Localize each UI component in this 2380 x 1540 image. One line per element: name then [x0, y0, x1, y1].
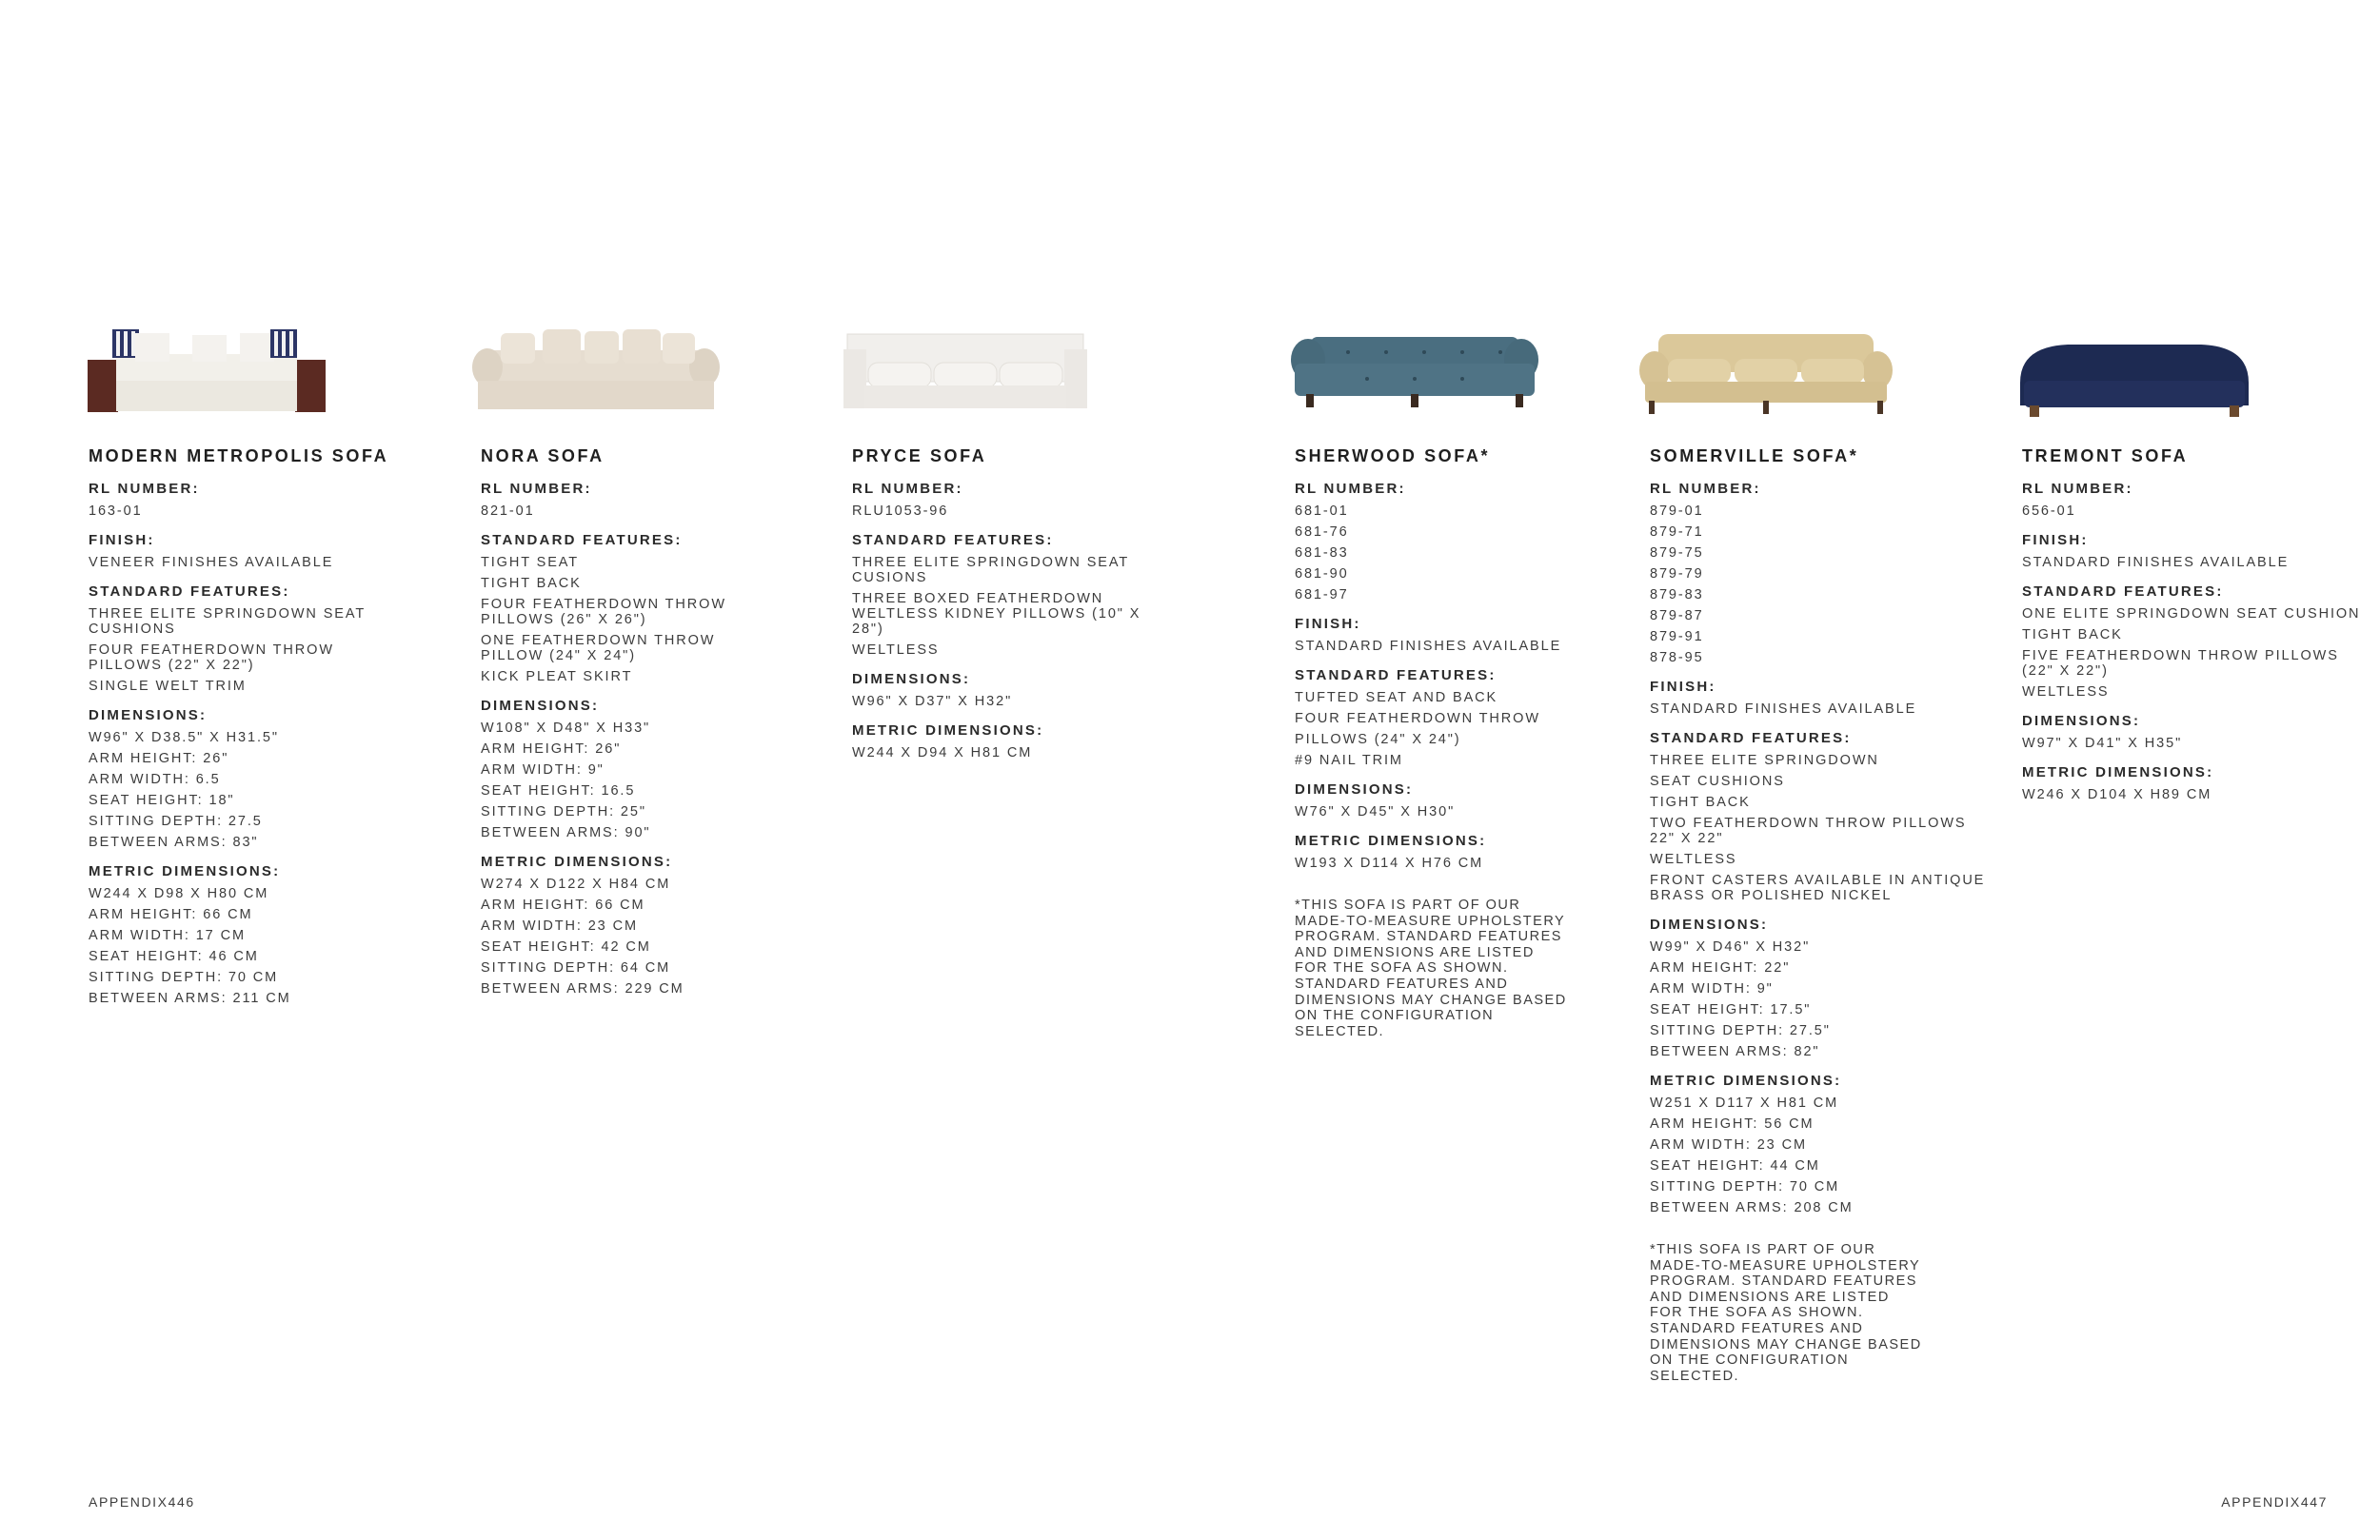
pryce-sofa-image: [843, 326, 1087, 417]
spec-item: VENEER FINISHES AVAILABLE: [89, 555, 334, 570]
spec-section: [2022, 713, 2374, 751]
spec-section: [1295, 833, 1580, 871]
spec-item: #9 NAIL TRIM: [1295, 753, 1403, 768]
spec-item: 821-01: [481, 503, 535, 519]
spec-section: [1295, 616, 1580, 654]
spec-item: BETWEEN ARMS: 83": [89, 835, 259, 850]
spec-label: DIMENSIONS:: [2022, 713, 2141, 729]
spec-item: W274 X D122 X H84 CM: [481, 877, 671, 892]
spec-section: [852, 532, 1157, 658]
spec-item: SITTING DEPTH: 25": [481, 804, 646, 819]
spec-label: STANDARD FEATURES:: [89, 583, 290, 600]
spec-label: METRIC DIMENSIONS:: [852, 722, 1044, 739]
spec-item: SEAT HEIGHT: 18": [89, 793, 235, 808]
spec-item: WELTLESS: [1650, 852, 1737, 867]
spec-item: ARM HEIGHT: 22": [1650, 960, 1791, 976]
spec-label: METRIC DIMENSIONS:: [481, 854, 673, 870]
spec-label: FINISH:: [89, 532, 155, 548]
spec-item: W96" X D37" X H32": [852, 694, 1013, 709]
spec-item: W246 X D104 X H89 CM: [2022, 787, 2212, 802]
spec-item: SITTING DEPTH: 70 CM: [89, 970, 279, 985]
spec-section: [1650, 679, 1993, 717]
spec-item: ARM HEIGHT: 56 CM: [1650, 1116, 1815, 1132]
nora-sofa-image: [472, 322, 720, 417]
product-tremont: [2022, 446, 2374, 816]
spec-item: SEAT HEIGHT: 16.5: [481, 783, 636, 799]
spec-label: STANDARD FEATURES:: [2022, 583, 2224, 600]
spec-section: [852, 481, 1157, 519]
spec-item: BETWEEN ARMS: 229 CM: [481, 981, 684, 997]
spec-item: 163-01: [89, 503, 143, 519]
spec-item: 656-01: [2022, 503, 2076, 519]
spec-item: TIGHT BACK: [1650, 795, 1751, 810]
product-modern-metropolis: [89, 446, 403, 1019]
spec-item: FRONT CASTERS AVAILABLE IN ANTIQUE BRASS OR POLISHED NICKEL: [1650, 873, 1986, 903]
spec-label: METRIC DIMENSIONS:: [89, 863, 281, 879]
spec-section: [481, 532, 747, 684]
spec-label: DIMENSIONS:: [1650, 917, 1769, 933]
spec-item: W97" X D41" X H35": [2022, 736, 2183, 751]
spec-item: WELTLESS: [2022, 684, 2110, 700]
spec-section: [2022, 764, 2374, 802]
product-title: MODERN METROPOLIS SOFA: [89, 446, 389, 465]
spec-item: 879-87: [1650, 608, 1704, 623]
spec-label: RL NUMBER:: [852, 481, 963, 497]
spec-item: FIVE FEATHERDOWN THROW PILLOWS (22" X 22"): [2022, 648, 2339, 679]
spec-item: W76" X D45" X H30": [1295, 804, 1456, 819]
spec-section: [1295, 667, 1580, 768]
spec-section: [2022, 532, 2374, 570]
spec-item: THREE BOXED FEATHERDOWN WELTLESS KIDNEY PILLOWS (10" X 28"): [852, 591, 1141, 637]
spec-section: [481, 481, 747, 519]
spec-item: ARM WIDTH: 9": [481, 762, 605, 778]
spec-item: 681-76: [1295, 524, 1349, 540]
spec-item: BETWEEN ARMS: 82": [1650, 1044, 1820, 1059]
spec-item: SEAT HEIGHT: 44 CM: [1650, 1158, 1820, 1174]
spec-item: W96" X D38.5" X H31.5": [89, 730, 279, 745]
spec-item: ARM WIDTH: 9": [1650, 981, 1774, 997]
spec-item: SITTING DEPTH: 64 CM: [481, 960, 671, 976]
spec-label: RL NUMBER:: [1295, 481, 1406, 497]
spec-item: RLU1053-96: [852, 503, 949, 519]
spec-item: KICK PLEAT SKIRT: [481, 669, 633, 684]
spec-item: 681-97: [1295, 587, 1349, 602]
spec-section: [2022, 481, 2374, 519]
spec-label: DIMENSIONS:: [1295, 781, 1414, 798]
spec-item: STANDARD FINISHES AVAILABLE: [1295, 639, 1562, 654]
spec-item: THREE ELITE SPRINGDOWN SEAT CUSHIONS: [89, 606, 366, 637]
spec-item: TWO FEATHERDOWN THROW PILLOWS 22" X 22": [1650, 816, 1967, 846]
spec-section: [1650, 917, 1993, 1059]
spec-item: TIGHT SEAT: [481, 555, 580, 570]
made-to-measure-note: *THIS SOFA IS PART OF OUR MADE-TO-MEASURE UPHOLSTERY PROGRAM. STANDARD FEATURES AND DIMENSIONS ARE LISTED FOR THE SOFA AS SHOWN. STANDARD FEATURES AND DIMENSIONS MAY CHANGE BASED ON THE CONFIGURATION SELECTED.: [1650, 1242, 1922, 1384]
product-title: SOMERVILLE SOFA*: [1650, 446, 1859, 465]
spec-label: RL NUMBER:: [1650, 481, 1761, 497]
spec-item: 681-83: [1295, 545, 1349, 561]
spec-label: FINISH:: [1295, 616, 1361, 632]
spec-section: [89, 583, 403, 694]
spec-item: ARM HEIGHT: 66 CM: [89, 907, 253, 922]
product-title: TREMONT SOFA: [2022, 446, 2189, 465]
spec-item: TIGHT BACK: [2022, 627, 2123, 642]
spec-item: ARM HEIGHT: 66 CM: [481, 898, 645, 913]
spec-label: RL NUMBER:: [89, 481, 200, 497]
spec-item: ARM WIDTH: 23 CM: [1650, 1137, 1807, 1153]
spec-item: SEAT HEIGHT: 42 CM: [481, 939, 651, 955]
spec-item: BETWEEN ARMS: 208 CM: [1650, 1200, 1854, 1215]
product-pryce: [852, 446, 1157, 774]
sherwood-sofa-image: [1291, 331, 1538, 412]
spec-item: 879-01: [1650, 503, 1704, 519]
spec-item: SITTING DEPTH: 70 CM: [1650, 1179, 1840, 1194]
spec-item: STANDARD FINISHES AVAILABLE: [2022, 555, 2290, 570]
spec-item: ARM WIDTH: 17 CM: [89, 928, 246, 943]
spec-section: [852, 722, 1157, 760]
product-title: NORA SOFA: [481, 446, 605, 465]
spec-item: W244 X D98 X H80 CM: [89, 886, 269, 901]
spec-section: [1295, 781, 1580, 819]
spec-item: 879-79: [1650, 566, 1704, 582]
spec-item: 879-83: [1650, 587, 1704, 602]
spec-label: RL NUMBER:: [2022, 481, 2133, 497]
spec-item: FOUR FEATHERDOWN THROW PILLOWS (26" X 26"): [481, 597, 726, 627]
spec-item: PILLOWS (24" X 24"): [1295, 732, 1461, 747]
spec-item: 879-71: [1650, 524, 1704, 540]
spec-label: DIMENSIONS:: [89, 707, 208, 723]
spec-item: 681-01: [1295, 503, 1349, 519]
spec-label: STANDARD FEATURES:: [1295, 667, 1497, 683]
spec-item: SEAT HEIGHT: 17.5": [1650, 1002, 1812, 1017]
spec-label: METRIC DIMENSIONS:: [1650, 1073, 1842, 1089]
spec-item: ARM WIDTH: 6.5: [89, 772, 221, 787]
spec-section: [1295, 481, 1580, 602]
spec-item: W251 X D117 X H81 CM: [1650, 1096, 1839, 1111]
spec-label: STANDARD FEATURES:: [1650, 730, 1852, 746]
somerville-sofa-image: [1639, 328, 1893, 419]
spec-item: STANDARD FINISHES AVAILABLE: [1650, 701, 1917, 717]
spec-item: ARM HEIGHT: 26": [481, 741, 622, 757]
spec-item: W193 X D114 X H76 CM: [1295, 856, 1484, 871]
spec-item: SINGLE WELT TRIM: [89, 679, 247, 694]
product-title: PRYCE SOFA: [852, 446, 987, 465]
spec-item: THREE ELITE SPRINGDOWN: [1650, 753, 1879, 768]
spec-item: FOUR FEATHERDOWN THROW: [1295, 711, 1540, 726]
spec-section: [89, 532, 403, 570]
spec-item: ARM WIDTH: 23 CM: [481, 918, 638, 934]
product-title: SHERWOOD SOFA*: [1295, 446, 1491, 465]
spec-label: METRIC DIMENSIONS:: [2022, 764, 2214, 780]
product-somerville: [1650, 446, 1993, 1384]
spec-item: W99" X D46" X H32": [1650, 939, 1811, 955]
spec-item: W108" X D48" X H33": [481, 721, 651, 736]
spec-item: 878-95: [1650, 650, 1704, 665]
spec-item: SITTING DEPTH: 27.5": [1650, 1023, 1831, 1038]
spec-section: [89, 707, 403, 850]
spec-item: ARM HEIGHT: 26": [89, 751, 229, 766]
spec-label: RL NUMBER:: [481, 481, 592, 497]
spec-label: STANDARD FEATURES:: [852, 532, 1054, 548]
spec-item: TUFTED SEAT AND BACK: [1295, 690, 1498, 705]
product-sherwood: [1295, 446, 1580, 1039]
tremont-sofa-image: [2011, 335, 2258, 421]
spec-item: FOUR FEATHERDOWN THROW PILLOWS (22" X 22"): [89, 642, 334, 673]
spec-item: WELTLESS: [852, 642, 940, 658]
spec-item: SITTING DEPTH: 27.5: [89, 814, 263, 829]
spec-section: [2022, 583, 2374, 700]
spec-section: [1650, 730, 1993, 903]
spec-label: METRIC DIMENSIONS:: [1295, 833, 1487, 849]
spec-label: DIMENSIONS:: [852, 671, 971, 687]
spec-label: STANDARD FEATURES:: [481, 532, 683, 548]
spec-section: [1650, 1073, 1993, 1215]
spec-item: SEAT HEIGHT: 46 CM: [89, 949, 259, 964]
spec-item: ONE ELITE SPRINGDOWN SEAT CUSHION: [2022, 606, 2361, 622]
spec-item: SEAT CUSHIONS: [1650, 774, 1785, 789]
spec-item: TIGHT BACK: [481, 576, 582, 591]
spec-section: [481, 854, 747, 997]
spec-label: FINISH:: [1650, 679, 1716, 695]
spec-item: 879-91: [1650, 629, 1704, 644]
product-nora: [481, 446, 747, 1010]
spec-item: 681-90: [1295, 566, 1349, 582]
spec-section: [89, 481, 403, 519]
modern-metropolis-sofa-image: [88, 322, 326, 417]
spec-item: 879-75: [1650, 545, 1704, 561]
spec-section: [1650, 481, 1993, 665]
footer-left-page-label: APPENDIX446: [89, 1494, 195, 1510]
spec-item: ONE FEATHERDOWN THROW PILLOW (24" X 24"): [481, 633, 716, 663]
spec-item: BETWEEN ARMS: 90": [481, 825, 651, 840]
spec-label: FINISH:: [2022, 532, 2089, 548]
spec-label: DIMENSIONS:: [481, 698, 600, 714]
spec-item: THREE ELITE SPRINGDOWN SEAT CUSIONS: [852, 555, 1129, 585]
made-to-measure-note: *THIS SOFA IS PART OF OUR MADE-TO-MEASURE UPHOLSTERY PROGRAM. STANDARD FEATURES AND DIMENSIONS ARE LISTED FOR THE SOFA AS SHOWN. STANDARD FEATURES AND DIMENSIONS MAY CHANGE BASED ON THE CONFIGURATION SELECTED.: [1295, 898, 1567, 1039]
spec-section: [89, 863, 403, 1006]
spec-item: BETWEEN ARMS: 211 CM: [89, 991, 291, 1006]
footer-right-page-label: APPENDIX447: [2221, 1494, 2328, 1510]
spec-section: [481, 698, 747, 840]
spec-section: [852, 671, 1157, 709]
spec-item: W244 X D94 X H81 CM: [852, 745, 1033, 760]
